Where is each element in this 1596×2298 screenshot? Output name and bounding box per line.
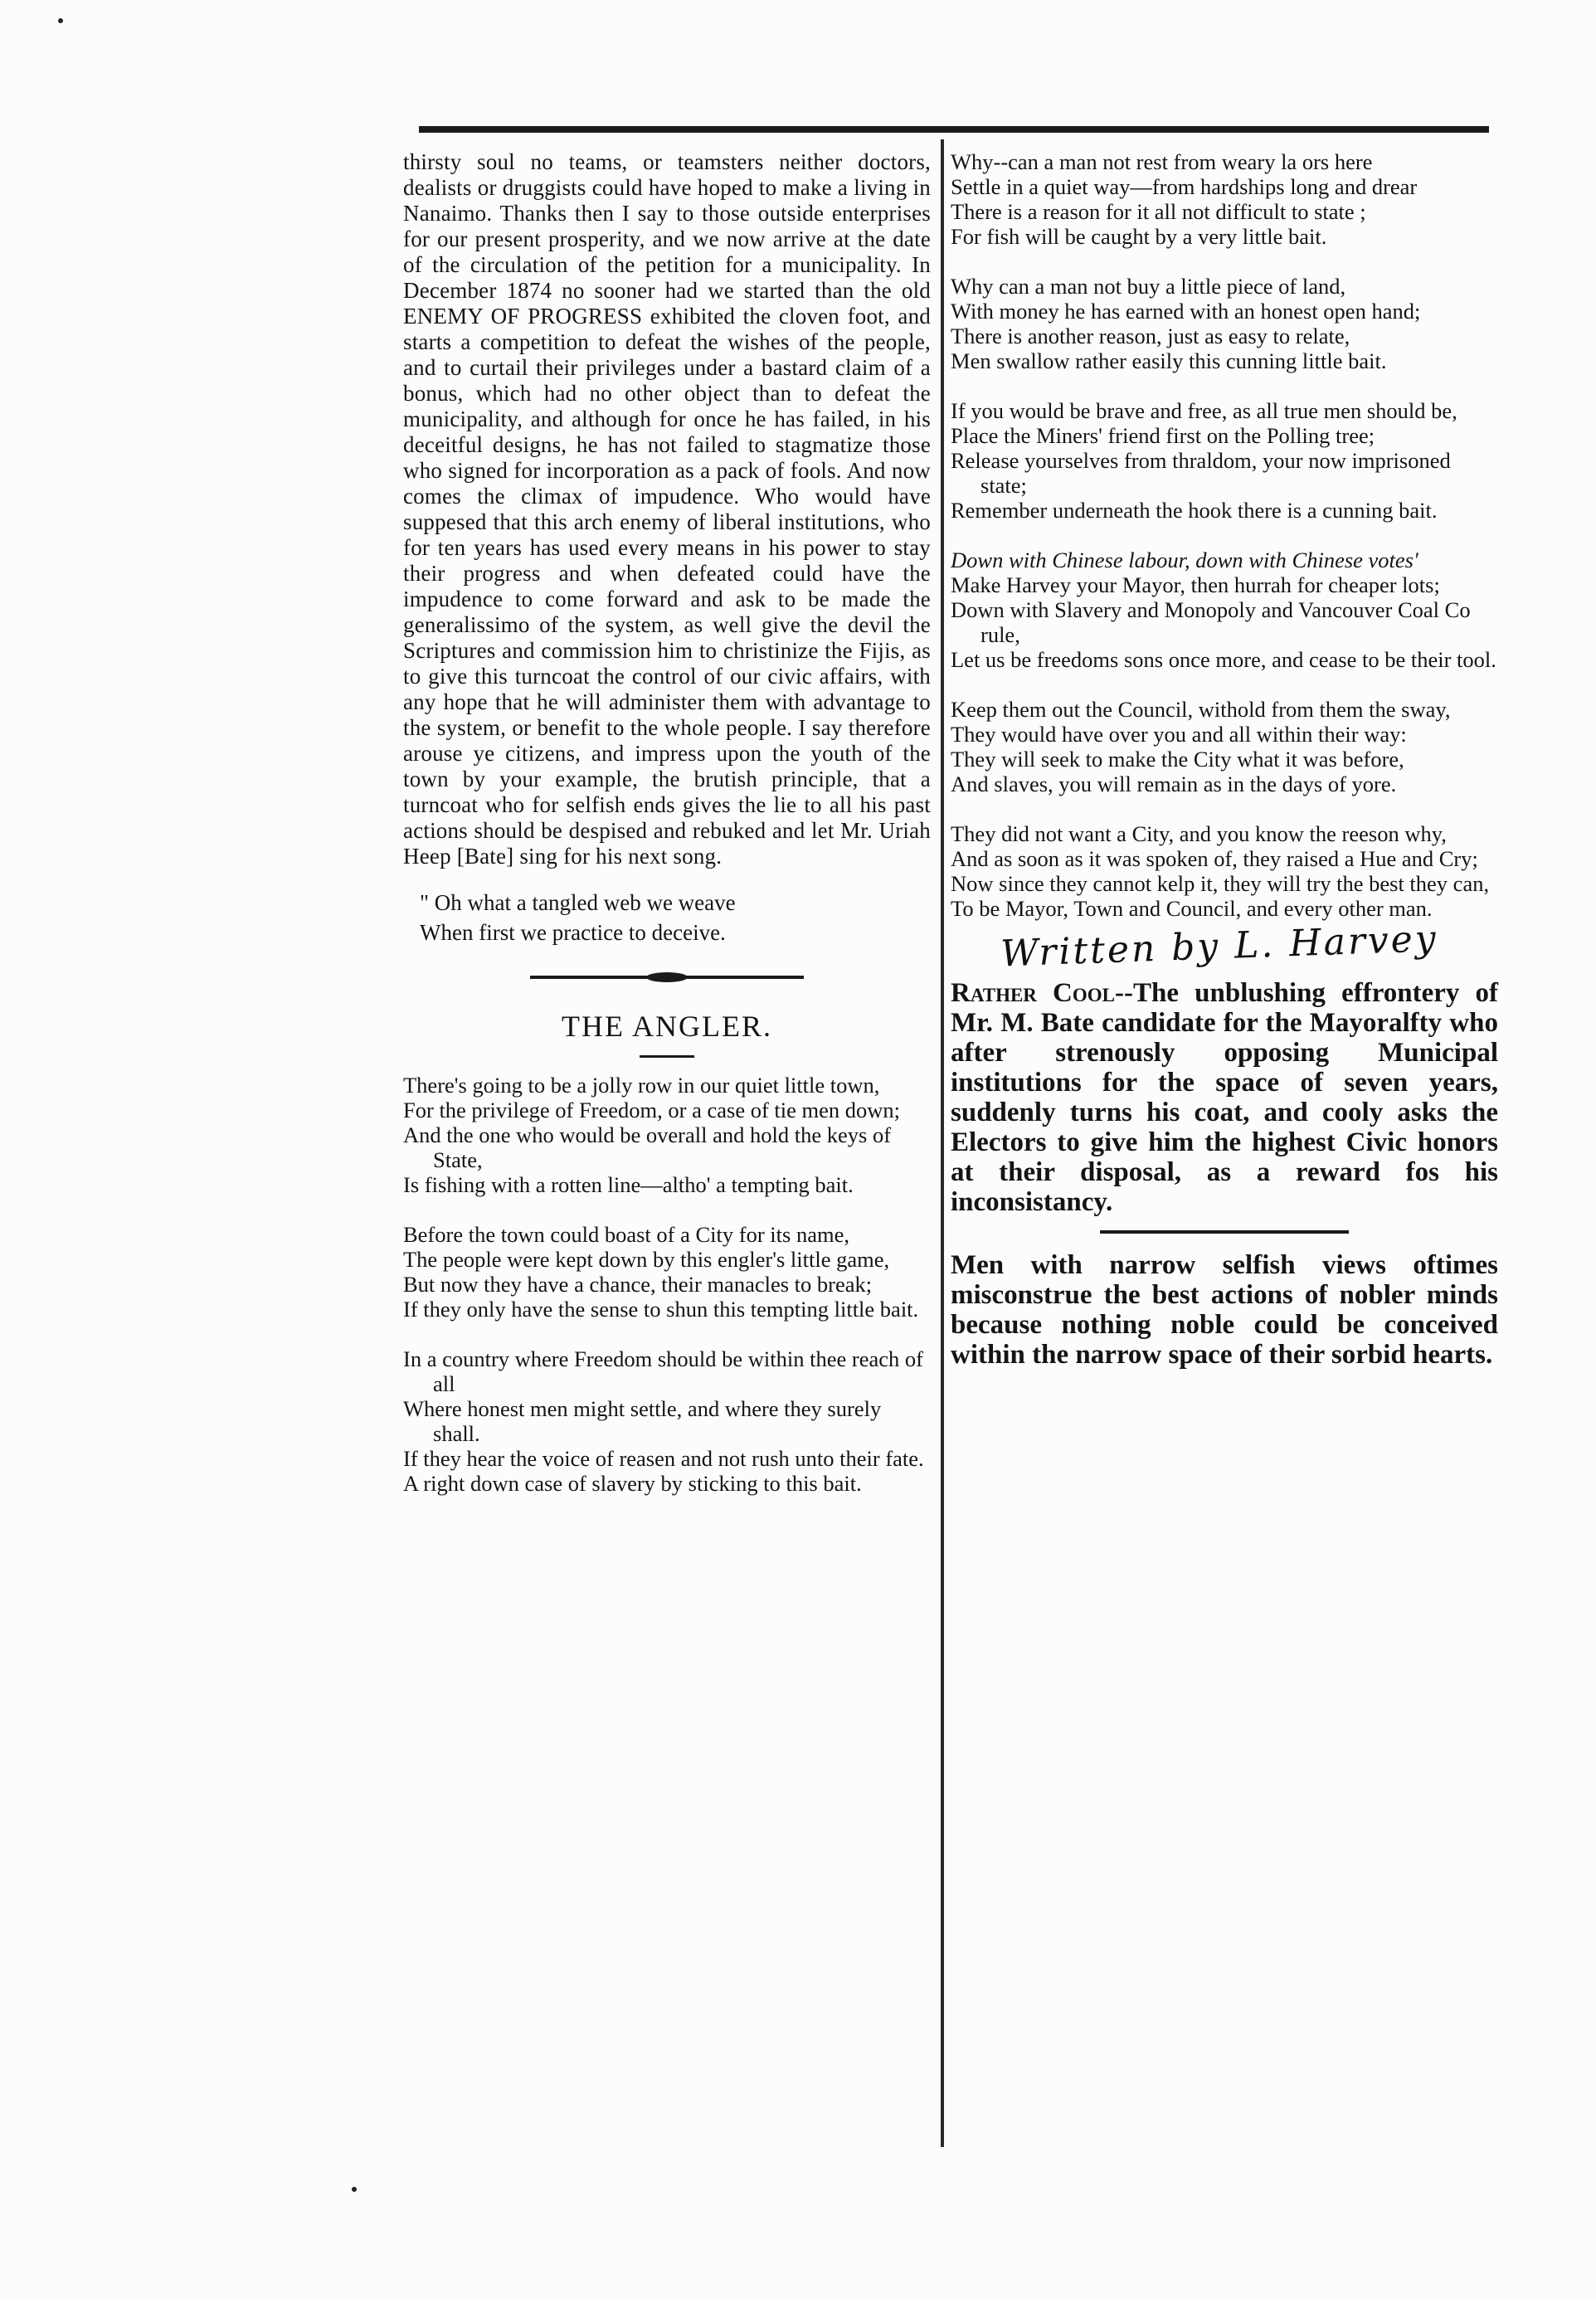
verse-line: They did not want a City, and you know the reeson why, bbox=[951, 821, 1447, 846]
section-separator bbox=[1100, 1230, 1349, 1234]
verse-line: The people were kept down by this engler's little game, bbox=[403, 1247, 890, 1272]
rather-cool-paragraph bbox=[951, 978, 1498, 1217]
verse-line: With money he has earned with an honest open hand; bbox=[951, 299, 1421, 324]
stanza bbox=[403, 1222, 931, 1322]
verse-line: They will seek to make the City what it was before, bbox=[951, 747, 1404, 772]
verse-line: If you would be brave and free, as all true men should be, bbox=[951, 398, 1457, 423]
verse-line: Men swallow rather easily this cunning little bait. bbox=[951, 348, 1387, 373]
speck bbox=[58, 18, 63, 23]
verse-line: Before the town could boast of a City for its name, bbox=[403, 1222, 849, 1247]
stanza bbox=[951, 398, 1498, 523]
stanza bbox=[951, 821, 1498, 921]
verse-line: There is another reason, just as easy to relate, bbox=[951, 324, 1350, 348]
speck bbox=[352, 2187, 357, 2192]
paragraph-text: --The unblushing effrontery of Mr. M. Bate candidate for the Mayoralfty who after strenously opposing Municipal institutions for the space of seven years, suddenly turns his coat, and cooly asks the Electors to give him the highest Civic honors at their disposal, as a reward fos his inconsistancy. bbox=[951, 978, 1499, 1217]
verse-line: Where honest men might settle, and where they surely shall. bbox=[403, 1396, 882, 1446]
verse-line: To be Mayor, Town and Council, and every other man. bbox=[951, 896, 1433, 921]
column-rule bbox=[941, 139, 944, 2147]
verse-line: Settle in a quiet way—from hardships long and drear bbox=[951, 174, 1418, 199]
quote-line: When first we practice to deceive. bbox=[420, 920, 726, 945]
verse-line: Make Harvey your Mayor, then hurrah for cheaper lots; bbox=[951, 572, 1440, 597]
verse-line: For fish will be caught by a very little bait. bbox=[951, 224, 1327, 249]
stanza bbox=[951, 274, 1498, 373]
stanza bbox=[951, 697, 1498, 796]
stanza bbox=[951, 548, 1498, 672]
poem-title: THE ANGLER. bbox=[562, 1010, 772, 1043]
verse-line: For the privilege of Freedom, or a case of tie men down; bbox=[403, 1098, 901, 1122]
verse-line: A right down case of slavery by sticking to this bait. bbox=[403, 1471, 862, 1496]
stanza bbox=[951, 149, 1498, 249]
section-separator bbox=[530, 976, 804, 979]
verse-line: But now they have a chance, their manacles to break; bbox=[403, 1272, 873, 1297]
verse-line: Keep them out the Council, withold from them the sway, bbox=[951, 697, 1451, 722]
verse-line: And as soon as it was spoken of, they raised a Hue and Cry; bbox=[951, 846, 1478, 871]
verse-line: And the one who would be overall and hold the keys of State, bbox=[403, 1122, 892, 1172]
verse-line: Place the Miners' friend first on the Polling tree; bbox=[951, 423, 1375, 448]
closing-paragraph: Men with narrow selfish views oftimes misconstrue the best actions of nobler minds because nothing noble could be conceived within the narrow space of their sorbid hearts. bbox=[951, 1250, 1498, 1370]
verse-line: Remember underneath the hook there is a cunning bait. bbox=[951, 498, 1438, 523]
verse-line: There is a reason for it all not difficult to state ; bbox=[951, 199, 1366, 224]
quote-line: " Oh what a tangled web we weave bbox=[420, 890, 736, 915]
verse-line: Let us be freedoms sons once more, and cease to be their tool. bbox=[951, 647, 1496, 672]
verse-line: They would have over you and all within their way: bbox=[951, 722, 1407, 747]
right-column bbox=[951, 149, 1498, 1370]
closing-quote bbox=[420, 888, 931, 947]
verse-line: Is fishing with a rotten line—altho' a tempting bait. bbox=[403, 1172, 854, 1197]
article-body: thirsty soul no teams, or teamsters neither doctors, dealists or druggists could have hoped to make a living in Nanaimo. Thanks then I say to those outside enterprises for our present prosperity, and we now arrive at the date of the circulation of the petition for a municipality. In December 1874 no sooner had we started than the old ENEMY OF PROGRESS exhibited the cloven foot, and starts a competition to defeat the wishes of the people, and to curtail their privileges under a bastard claim of a bonus, which had no other object than to defeat the municipality, and although for once he has failed, in his deceitful designs, he has not failed to stagmatize those who signed for incorporation as a pack of fools. And now comes the climax of impudence. Who would have suppesed that this arch enemy of liberal institutions, who for ten years has used every means in his power to stay their progress and when defeated could have the impudence to come forward and ask to be made the generalissimo of the system, as well give the devil the Scriptures and commission him to christinize the Fijis, as to give this turncoat the control of our civic affairs, with any hope that he will administer them with advantage to the system, or benefit to the whole people. I say therefore arouse ye citizens, and impress upon the youth of the town by your example, the brutish principle, that a turncoat who for selfish ends gives the lie to all his past actions should be despised and rebuked and let Mr. Uriah Heep [Bate] sing for his next song. bbox=[403, 149, 931, 869]
verse-line: If they hear the voice of reasen and not rush unto their fate. bbox=[403, 1446, 924, 1471]
verse-line: Down with Chinese labour, down with Chinese votes' bbox=[951, 548, 1418, 572]
verse-line: Release yourselves from thraldom, your now imprisoned state; bbox=[951, 448, 1451, 498]
stanza bbox=[403, 1073, 931, 1197]
paragraph-lead: Rather Cool bbox=[951, 978, 1116, 1008]
top-rule bbox=[419, 126, 1489, 133]
verse-line: If they only have the sense to shun this tempting little bait. bbox=[403, 1297, 919, 1322]
verse-line: Down with Slavery and Monopoly and Vancouver Coal Co rule, bbox=[951, 597, 1471, 647]
verse-line: There's going to be a jolly row in our quiet little town, bbox=[403, 1073, 880, 1098]
title-underline bbox=[640, 1055, 694, 1058]
handwritten-signature: Written by L. Harvey bbox=[1000, 918, 1439, 976]
verse-line: Why--can a man not rest from weary la ors here bbox=[951, 149, 1373, 174]
verse-line: Why can a man not buy a little piece of land, bbox=[951, 274, 1346, 299]
verse-line: And slaves, you will remain as in the days of yore. bbox=[951, 772, 1397, 796]
verse-line: Now since they cannot kelp it, they will try the best they can, bbox=[951, 871, 1490, 896]
stanza bbox=[403, 1346, 931, 1496]
left-column bbox=[403, 149, 931, 1521]
verse-line: In a country where Freedom should be within thee reach of all bbox=[403, 1346, 923, 1396]
